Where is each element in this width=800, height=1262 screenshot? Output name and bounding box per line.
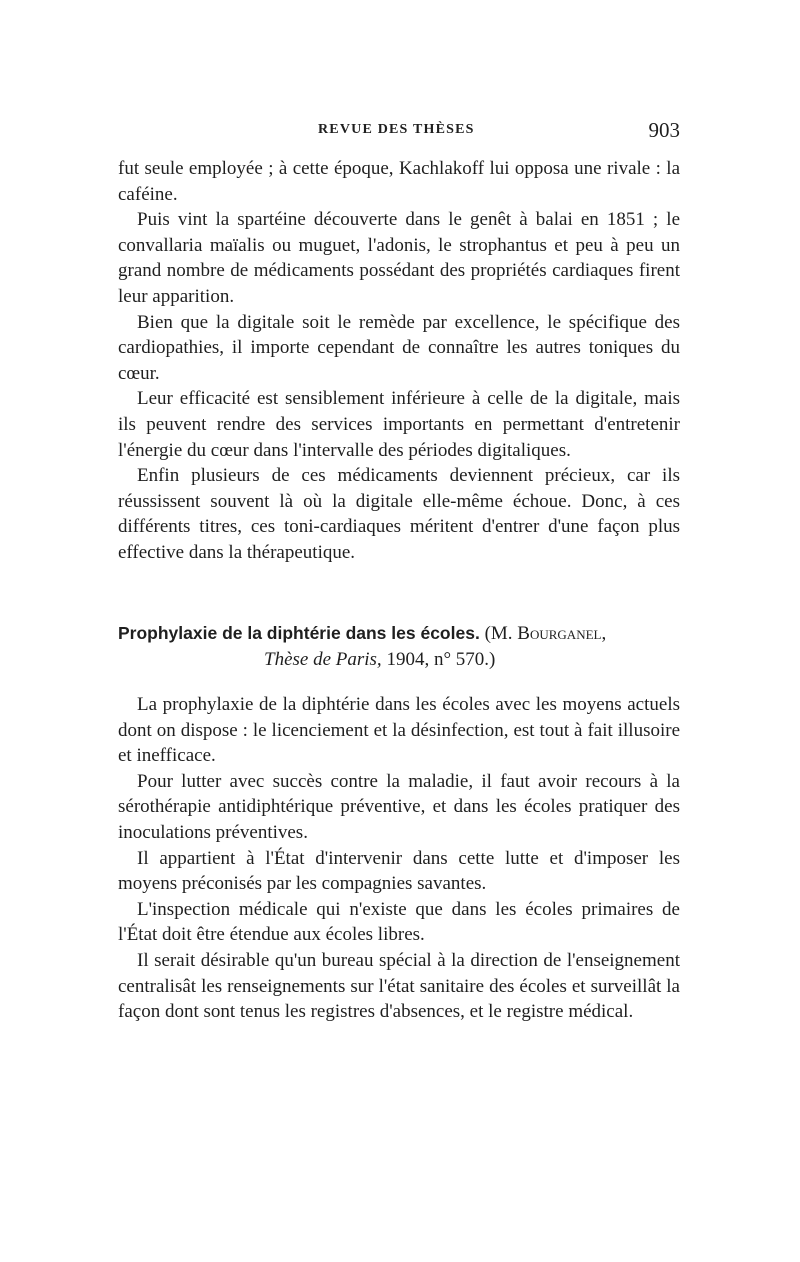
paragraph: Bien que la digitale soit le remède par excellence, le spécifique des cardiopathies, il importe cependant de connaître les autres toniques du cœur. xyxy=(118,311,680,384)
paragraph: Leur efficacité est sensiblement inférieure à celle de la digitale, mais ils peuvent rendre des services importants en permettant d'entretenir l'énergie du cœur dans l'intervalle des périodes digitaliques. xyxy=(118,388,680,461)
running-head: REVUE DES THÈSES xyxy=(318,122,475,137)
page-header xyxy=(118,118,680,142)
paragraph: Puis vint la spartéine découverte dans le genêt à balai en 1851 ; le convallaria maïalis ou muguet, l'adonis, le strophantus et peu à peu un grand nombre de médicaments possédant des propriétés cardiaques firent leur apparition. xyxy=(118,209,680,307)
paragraph: L'inspection médicale qui n'existe que dans les écoles primaires de l'État doit être étendue aux écoles libres. xyxy=(118,898,680,946)
page-number: 903 xyxy=(648,118,680,142)
paragraph: Enfin plusieurs de ces médicaments deviennent précieux, car ils réussissent souvent là où la digitale elle-même échoue. Donc, à ces différents titres, ces toni-cardiaques méritent d'entrer d'une façon plus effective dans la thérapeutique. xyxy=(118,465,680,563)
section-2-body xyxy=(118,692,680,1025)
paragraph: Pour lutter avec succès contre la maladie, il faut avoir recours à la sérothérapie antidiphtérique préventive, et dans les écoles pratiquer des inoculations préventives. xyxy=(118,770,680,843)
thesis-label: Thèse de Paris, xyxy=(264,649,382,670)
section-title: Prophylaxie de la diphtérie dans les écoles. xyxy=(118,623,480,643)
paragraph: Il appartient à l'État d'intervenir dans cette lutte et d'imposer les moyens préconisés par les compagnies savantes. xyxy=(118,847,680,895)
author-prefix: (M. xyxy=(484,623,513,644)
paragraph: Il serait désirable qu'un bureau spécial à la direction de l'enseignement centralisât les renseignements sur l'état sanitaire des écoles et surveillât la façon dont sont tenus les registres d'absences, et le registre médical. xyxy=(118,949,680,1023)
paragraph: La prophylaxie de la diphtérie dans les écoles avec les moyens actuels dont on dispose : le licenciement et la désinfection, est tout à fait illusoire et inefficace. xyxy=(118,694,680,767)
section-2-heading xyxy=(118,620,680,673)
section-1-body xyxy=(118,156,680,566)
paragraph: fut seule employée ; à cette époque, Kachlakoff lui opposa une rivale : la caféine. xyxy=(118,158,680,205)
author-name: Bourganel, xyxy=(517,623,607,644)
thesis-reference xyxy=(118,647,680,673)
thesis-number: 1904, n° 570.) xyxy=(386,649,496,670)
